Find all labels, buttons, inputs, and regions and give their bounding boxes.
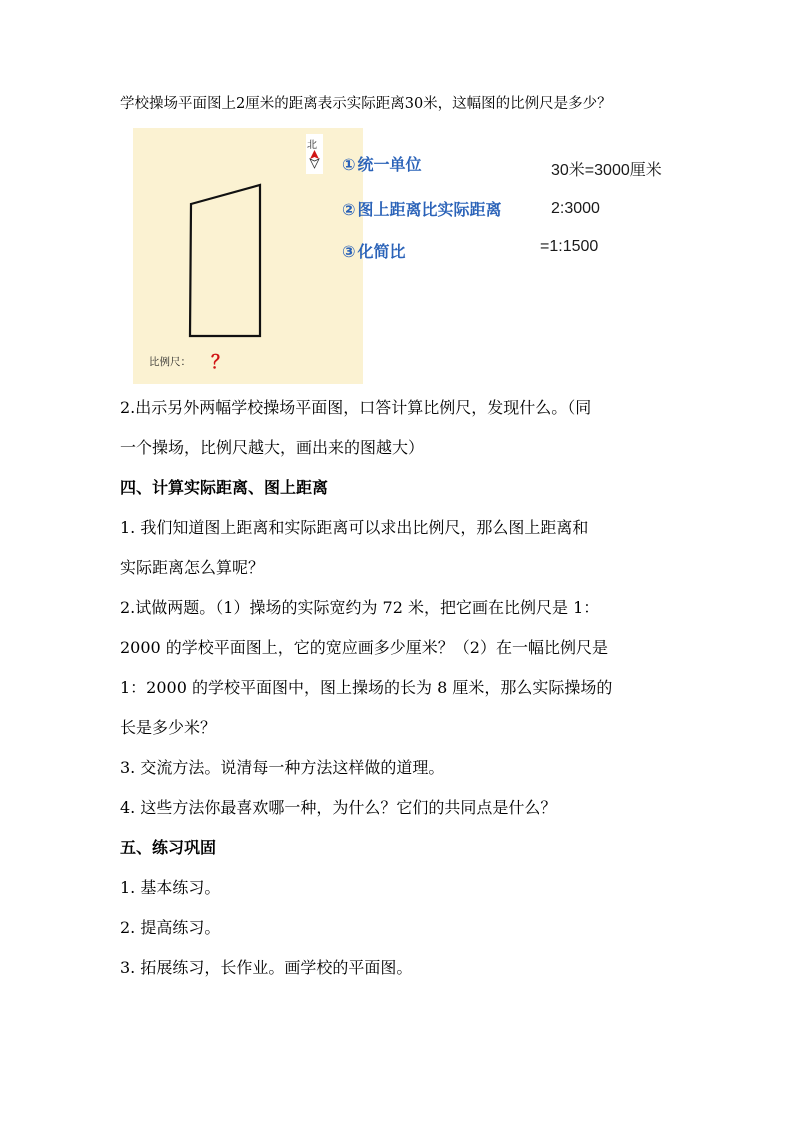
section-4-item-1-line-1: 1. 我们知道图上距离和实际距离可以求出比例尺，那么图上距离和 (120, 518, 589, 537)
section-5-heading: 五、练习巩固 (120, 838, 217, 857)
unknown-scale-mark: ？ (211, 352, 229, 373)
section-5-item-3: 3. 拓展练习，长作业。画学校的平面图。 (120, 958, 413, 977)
paragraph-2-line-1: 2.出示另外两幅学校操场平面图，口答计算比例尺，发现什么。（同 (120, 398, 592, 417)
step-2-value: 2:3000 (551, 200, 600, 217)
playground-plan-drawing (133, 128, 363, 384)
north-label: 北 (307, 140, 317, 151)
playground-figure (133, 128, 363, 384)
step-2-text: 图上距离比实际距离 (357, 200, 502, 219)
playground-outline (190, 185, 260, 336)
section-5-item-2: 2. 提高练习。 (120, 918, 221, 937)
section-4-item-4: 4. 这些方法你最喜欢哪一种，为什么？它们的共同点是什么？ (120, 798, 557, 817)
step-1-number: ① (342, 155, 356, 174)
step-1-label (342, 152, 422, 175)
section-4-item-3: 3. 交流方法。说清每一种方法这样做的道理。 (120, 758, 445, 777)
section-4-item-2-line-2: 2000 的学校平面图上，它的宽应画多少厘米？（2）在一幅比例尺是 (120, 638, 608, 657)
step-1-value: 30米=3000厘米 (551, 162, 662, 179)
step-3-number: ③ (342, 242, 356, 261)
step-3-value: =1:1500 (540, 238, 599, 255)
section-4-item-2-line-4: 长是多少米？ (120, 718, 217, 737)
step-2-number: ② (342, 200, 356, 219)
step-1-text: 统一单位 (357, 155, 422, 174)
section-4-item-2-line-1: 2.试做两题。（1）操场的实际宽约为 72 米，把它画在比例尺是 1： (120, 598, 600, 617)
step-3-label (342, 239, 406, 262)
paragraph-2-line-2: 一个操场，比例尺越大，画出来的图越大） (120, 438, 425, 457)
problem-statement: 学校操场平面图上2厘米的距离表示实际距离30米，这幅图的比例尺是多少？ (120, 96, 612, 112)
section-4-item-1-line-2: 实际距离怎么算呢？ (120, 558, 265, 577)
step-3-text: 化简比 (357, 242, 406, 261)
section-4-heading: 四、计算实际距离、图上距离 (120, 478, 329, 497)
step-2-label (342, 197, 502, 220)
section-4-item-2-line-3: 1：2000 的学校平面图中，图上操场的长为 8 厘米，那么实际操场的 (120, 678, 613, 697)
lesson-body (120, 388, 685, 988)
scale-label: 比例尺： (149, 356, 191, 368)
section-5-item-1: 1. 基本练习。 (120, 878, 221, 897)
